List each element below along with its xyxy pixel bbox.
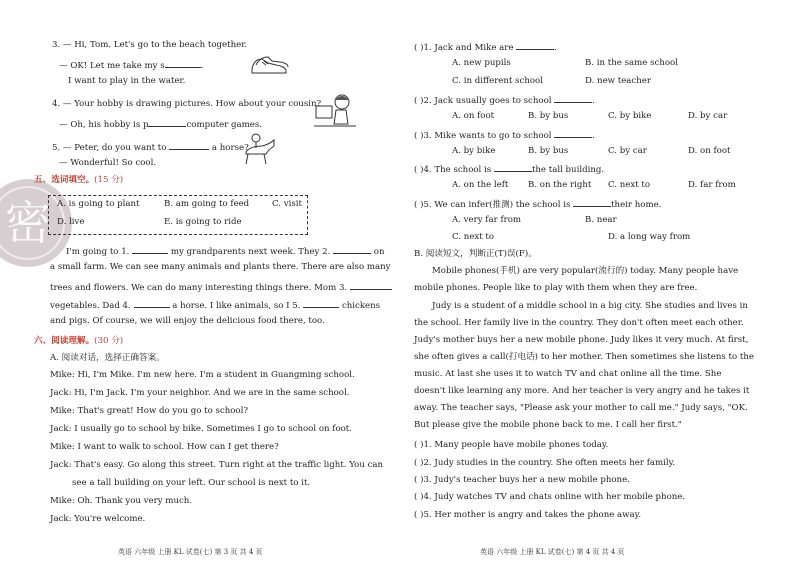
blank-2[interactable] bbox=[333, 244, 371, 254]
mc-stem: 1. Jack and Mike are bbox=[423, 43, 514, 53]
mc-stem-end: . bbox=[592, 131, 595, 141]
dialogue-line: Mike: Hi, I'm Mike. I'm new here. I'm a student in Guangming school. bbox=[50, 370, 355, 380]
word-e: E. is going to ride bbox=[164, 217, 242, 227]
passage-line4-pre: vegetables. Dad 4. bbox=[50, 301, 131, 311]
tf-item bbox=[414, 458, 675, 469]
mc-blank bbox=[494, 162, 532, 172]
tf-text: 3. Judy's teacher buys her a new mobile phone. bbox=[423, 475, 630, 485]
mc-option: D. far from bbox=[688, 180, 736, 190]
q3-answer-blank[interactable] bbox=[165, 58, 201, 68]
mc-stem-end: . bbox=[554, 43, 557, 53]
dialogue-line: Jack: You're welcome. bbox=[50, 514, 146, 524]
q5-line2: — Wonderful! So cool. bbox=[59, 158, 157, 168]
passage-b-line: she often gives a call(打电话) to her mother. Then sometimes she listens to the bbox=[414, 352, 754, 362]
part-a-heading: A. 阅读对话，选择正确答案。 bbox=[50, 353, 165, 363]
tf-item bbox=[414, 492, 685, 503]
mc-question bbox=[414, 93, 595, 107]
answer-paren[interactable]: ( ) bbox=[414, 200, 424, 210]
mc-option: A. on foot bbox=[452, 111, 495, 121]
right-page bbox=[400, 0, 800, 566]
passage-b-line: Judy is a student of a middle school in a big city. She studies and lives in bbox=[432, 301, 748, 311]
mc-option: C. by car bbox=[608, 146, 647, 156]
answer-paren[interactable]: ( ) bbox=[414, 492, 424, 502]
mc-stem: 3. Mike wants to go to school bbox=[423, 131, 552, 141]
section5-points: (15 分) bbox=[94, 175, 124, 185]
dialogue-line: see a tall building on your left. Our school is next to it. bbox=[72, 478, 311, 488]
tf-text: 4. Judy watches TV and chats online with her mobile phone. bbox=[423, 492, 686, 502]
q3-line2-text: — OK! Let me take my s bbox=[59, 61, 165, 71]
word-b: B. am going to feed bbox=[164, 199, 250, 209]
answer-paren[interactable]: ( ) bbox=[414, 165, 424, 175]
mc-option: A. on the left bbox=[452, 180, 509, 190]
passage-b-line: But please give the mobile phone back to me. I call her first." bbox=[414, 420, 682, 430]
q3-line1: 3. — Hi, Tom. Let's go to the beach together. bbox=[52, 40, 248, 50]
mc-blank bbox=[554, 93, 592, 103]
q5-answer-blank[interactable] bbox=[169, 140, 209, 150]
passage-line1-on: on bbox=[373, 247, 385, 257]
answer-paren[interactable]: ( ) bbox=[414, 96, 424, 106]
boy-computer-icon bbox=[312, 92, 358, 132]
mc-question bbox=[414, 197, 661, 211]
q5-line1 bbox=[52, 140, 249, 154]
passage-line1 bbox=[66, 244, 385, 258]
blank-1[interactable] bbox=[132, 244, 168, 254]
section5-title bbox=[34, 175, 123, 186]
mc-option: D. by car bbox=[688, 111, 728, 121]
dialogue-line: Mike: That's great! How do you go to school? bbox=[50, 406, 248, 416]
q4-answer-blank[interactable] bbox=[148, 117, 186, 127]
mc-option: A. very far from bbox=[452, 215, 522, 225]
word-d: D. live bbox=[57, 217, 85, 227]
mc-option: D. new teacher bbox=[585, 76, 651, 86]
tf-item bbox=[414, 440, 608, 451]
dialogue-line: Mike: I want to walk to school. How can I get there? bbox=[50, 442, 279, 452]
blank-3[interactable] bbox=[350, 280, 392, 290]
right-footer: 英语 六年级 上册 KL 试卷(七) 第 4 页 共 4 页 bbox=[480, 548, 625, 556]
mc-stem-end: the tall building. bbox=[531, 165, 605, 175]
mc-stem: 2. Jack usually goes to school bbox=[423, 96, 552, 106]
dialogue-line: Jack: Hi, I'm Jack. I'm your neighbor. And we are in the same school. bbox=[50, 388, 350, 398]
mc-stem: 5. We can infer(推测) the school is bbox=[423, 200, 571, 210]
mc-option: D. a long way from bbox=[608, 232, 691, 242]
left-footer: 英语 六年级 上册 KL 试卷(七) 第 3 页 共 4 页 bbox=[118, 548, 263, 556]
passage-b-line: music. At last she uses it to watch TV and chat online all the time. She bbox=[414, 369, 722, 379]
mc-option: A. new pupils bbox=[452, 58, 511, 68]
mc-blank bbox=[516, 40, 554, 50]
mc-option: C. next to bbox=[452, 232, 495, 242]
section6-points: (30 分) bbox=[94, 336, 124, 346]
dialogue-line: Jack: I usually go to school by bike. Sometimes I go to school on foot. bbox=[50, 424, 352, 434]
mc-option: C. by bike bbox=[608, 111, 652, 121]
section5-title-text: 五、选词填空。 bbox=[34, 175, 95, 185]
q4-line2-text: — Oh, his hobby is p bbox=[59, 120, 149, 130]
mc-option: D. on foot bbox=[688, 146, 731, 156]
passage-b-line: mobile phones. People like to play with them when they are free. bbox=[414, 283, 698, 293]
mc-option: B. on the right bbox=[528, 180, 592, 190]
passage-line4 bbox=[50, 298, 380, 312]
answer-paren[interactable]: ( ) bbox=[414, 475, 424, 485]
mc-question bbox=[414, 162, 604, 176]
mc-blank bbox=[554, 128, 592, 138]
answer-paren[interactable]: ( ) bbox=[414, 458, 424, 468]
answer-paren[interactable]: ( ) bbox=[414, 440, 424, 450]
dialogue-line: Mike: Oh. Thank you very much. bbox=[50, 496, 193, 506]
passage-b-line: Mobile phones(手机) are very popular(流行的) today. Many people have bbox=[432, 266, 739, 276]
mc-stem-end: their home. bbox=[611, 200, 662, 210]
tf-text: 1. Many people have mobile phones today. bbox=[423, 440, 609, 450]
q4-line1: 4. — Your hobby is drawing pictures. How about your cousin? bbox=[52, 99, 322, 109]
section6-title-text: 六、阅读理解。 bbox=[34, 336, 95, 346]
part-b-heading: B. 阅读短文，判断正(T)误(F)。 bbox=[414, 249, 537, 259]
mc-blank bbox=[573, 197, 611, 207]
q3-line2 bbox=[59, 58, 203, 72]
mc-stem-end: . bbox=[592, 96, 595, 106]
mc-option: B. in the same school bbox=[585, 58, 678, 68]
passage-b-line: doesn't like learning any more. And her teacher is very angry and he takes it bbox=[414, 386, 750, 396]
q4-line2 bbox=[59, 117, 262, 131]
passage-line2: a small farm. We can see many animals and plants there. There are also many bbox=[50, 262, 391, 272]
passage-line1-post: my grandparents next week. They 2. bbox=[170, 247, 331, 257]
sneakers-icon bbox=[250, 53, 290, 75]
section6-title bbox=[34, 336, 123, 347]
passage-line5: and pigs. Of course, we will enjoy the delicious food there, too. bbox=[50, 316, 325, 326]
passage-line1-pre: I'm going to 1. bbox=[66, 247, 130, 257]
mc-stem: 4. The school is bbox=[423, 165, 492, 175]
q4-line2-end: computer games. bbox=[186, 120, 263, 130]
mc-option: B. by bus bbox=[528, 146, 569, 156]
q5-line1-end: a horse? bbox=[211, 143, 249, 153]
mc-option: B. by bus bbox=[528, 111, 569, 121]
tf-text: 5. Her mother is angry and takes the phone away. bbox=[423, 510, 642, 520]
passage-b-line: Judy's mother buys her a new mobile phone. Judy likes it very much. At first, bbox=[414, 335, 749, 345]
mc-question bbox=[414, 40, 557, 54]
word-c: C. visit bbox=[272, 199, 302, 209]
q3-line2-end: . bbox=[200, 61, 204, 71]
answer-paren[interactable]: ( ) bbox=[414, 131, 424, 141]
passage-line4-mid: a horse. I like animals, so I 5. bbox=[172, 301, 301, 311]
mc-option: B. near bbox=[585, 215, 617, 225]
mc-option: C. next to bbox=[608, 180, 651, 190]
passage-b-line: away. The teacher says, "Please ask your mother to call me." Judy says, "OK. bbox=[414, 403, 748, 413]
q3-line3: I want to play in the water. bbox=[68, 76, 186, 86]
answer-paren[interactable]: ( ) bbox=[414, 43, 424, 53]
blank-5[interactable] bbox=[303, 298, 339, 308]
q5-line1-text: 5. — Peter, do you want to bbox=[52, 143, 167, 153]
word-a: A. is going to plant bbox=[57, 199, 140, 209]
passage-line4-post: chickens bbox=[341, 301, 381, 311]
tf-item bbox=[414, 475, 630, 486]
mc-option: A. by bike bbox=[452, 146, 496, 156]
mc-question bbox=[414, 128, 595, 142]
watermark-text: 密 bbox=[5, 196, 51, 250]
answer-paren[interactable]: ( ) bbox=[414, 510, 424, 520]
tf-text: 2. Judy studies in the country. She often meets her family. bbox=[423, 458, 676, 468]
passage-line3 bbox=[50, 280, 392, 294]
passage-b-line: the school. Her family live in the country. They don't often meet each other. bbox=[414, 318, 744, 328]
tf-item bbox=[414, 510, 641, 521]
dialogue-line: Jack: That's easy. Go along this street. Turn right at the traffic light. You can bbox=[50, 460, 384, 470]
blank-4[interactable] bbox=[134, 298, 170, 308]
passage-line3-pre: trees and flowers. We can do many interesting things there. Mom 3. bbox=[50, 283, 348, 293]
mc-option: C. in different school bbox=[452, 76, 543, 86]
horse-rider-icon bbox=[238, 132, 278, 166]
